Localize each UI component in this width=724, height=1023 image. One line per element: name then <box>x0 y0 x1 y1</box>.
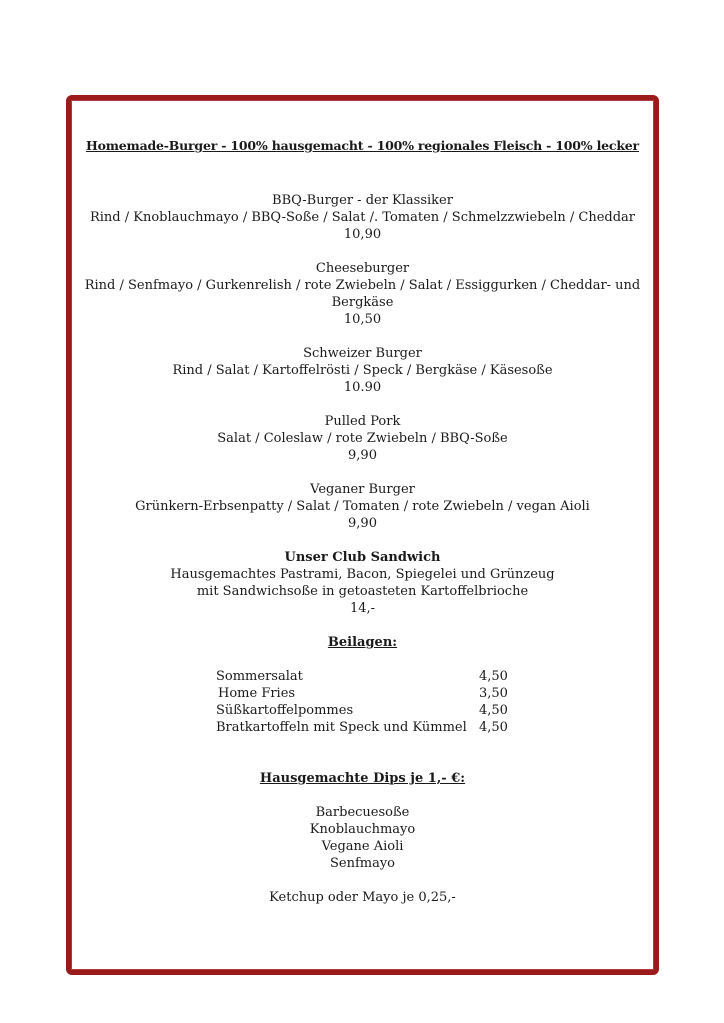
item-desc: mit Sandwichsoße in getoasteten Kartoffelbrioche <box>196 584 529 599</box>
sides-list <box>66 668 659 736</box>
side-name: Sommersalat <box>216 669 303 684</box>
burger-schweizer <box>66 345 659 396</box>
item-name: Schweizer Burger <box>303 346 422 361</box>
item-desc: Bergkäse <box>331 295 394 310</box>
list-item: Vegane Aioli <box>321 839 404 854</box>
item-name: BBQ-Burger - der Klassiker <box>272 193 453 208</box>
item-price: 10.90 <box>343 380 382 395</box>
item-price: 10,90 <box>343 227 382 242</box>
item-desc: Grünkern-Erbsenpatty / Salat / Tomaten / rote Zwiebeln / vegan Aioli <box>135 499 590 514</box>
list-item <box>66 685 659 702</box>
burger-vegan <box>66 481 659 532</box>
list-item <box>66 719 659 736</box>
item-name: Cheeseburger <box>315 261 410 276</box>
list-item: Knoblauchmayo <box>309 822 416 837</box>
side-price: 3,50 <box>479 686 508 701</box>
sides-title: Beilagen: <box>327 635 398 650</box>
item-price: 14,- <box>349 601 376 616</box>
item-desc: Hausgemachtes Pastrami, Bacon, Spiegelei und Grünzeug <box>170 567 555 582</box>
list-item <box>66 702 659 719</box>
burger-cheese <box>66 260 659 328</box>
club-sandwich <box>66 549 659 617</box>
dips-title: Hausgemachte Dips je 1,- €: <box>259 771 466 786</box>
item-name: Pulled Pork <box>324 414 401 429</box>
item-desc: Salat / Coleslaw / rote Zwiebeln / BBQ-Soße <box>217 431 508 446</box>
side-name: Bratkartoffeln mit Speck und Kümmel <box>216 720 467 735</box>
item-name: Veganer Burger <box>310 482 415 497</box>
burger-bbq <box>66 192 659 243</box>
item-price: 10,50 <box>343 312 382 327</box>
menu-content <box>66 95 659 906</box>
side-name: Süßkartoffelpommes <box>216 703 354 718</box>
item-name: Unser Club Sandwich <box>284 550 441 565</box>
item-desc: Rind / Knoblauchmayo / BBQ-Soße / Salat /. Tomaten / Schmelzzwiebeln / Cheddar <box>89 210 636 225</box>
list-item <box>66 668 659 685</box>
menu-headline: Homemade-Burger - 100% hausgemacht - 100% regionales Fleisch - 100% lecker <box>86 138 639 153</box>
dips-list <box>66 804 659 872</box>
item-desc: Rind / Senfmayo / Gurkenrelish / rote Zwiebeln / Salat / Essiggurken / Cheddar- und <box>84 278 641 293</box>
item-desc: Rind / Salat / Kartoffelrösti / Speck / Bergkäse / Käsesoße <box>172 363 553 378</box>
side-price: 4,50 <box>479 703 508 718</box>
side-price: 4,50 <box>479 669 508 684</box>
item-price: 9,90 <box>348 448 377 463</box>
list-item: Senfmayo <box>329 856 396 871</box>
ketchup-note: Ketchup oder Mayo je 0,25,- <box>269 890 456 905</box>
item-price: 9,90 <box>348 516 377 531</box>
side-name: Home Fries <box>218 686 296 701</box>
list-item: Barbecuesoße <box>315 805 410 820</box>
burger-pulled-pork <box>66 413 659 464</box>
side-price: 4,50 <box>479 720 508 735</box>
